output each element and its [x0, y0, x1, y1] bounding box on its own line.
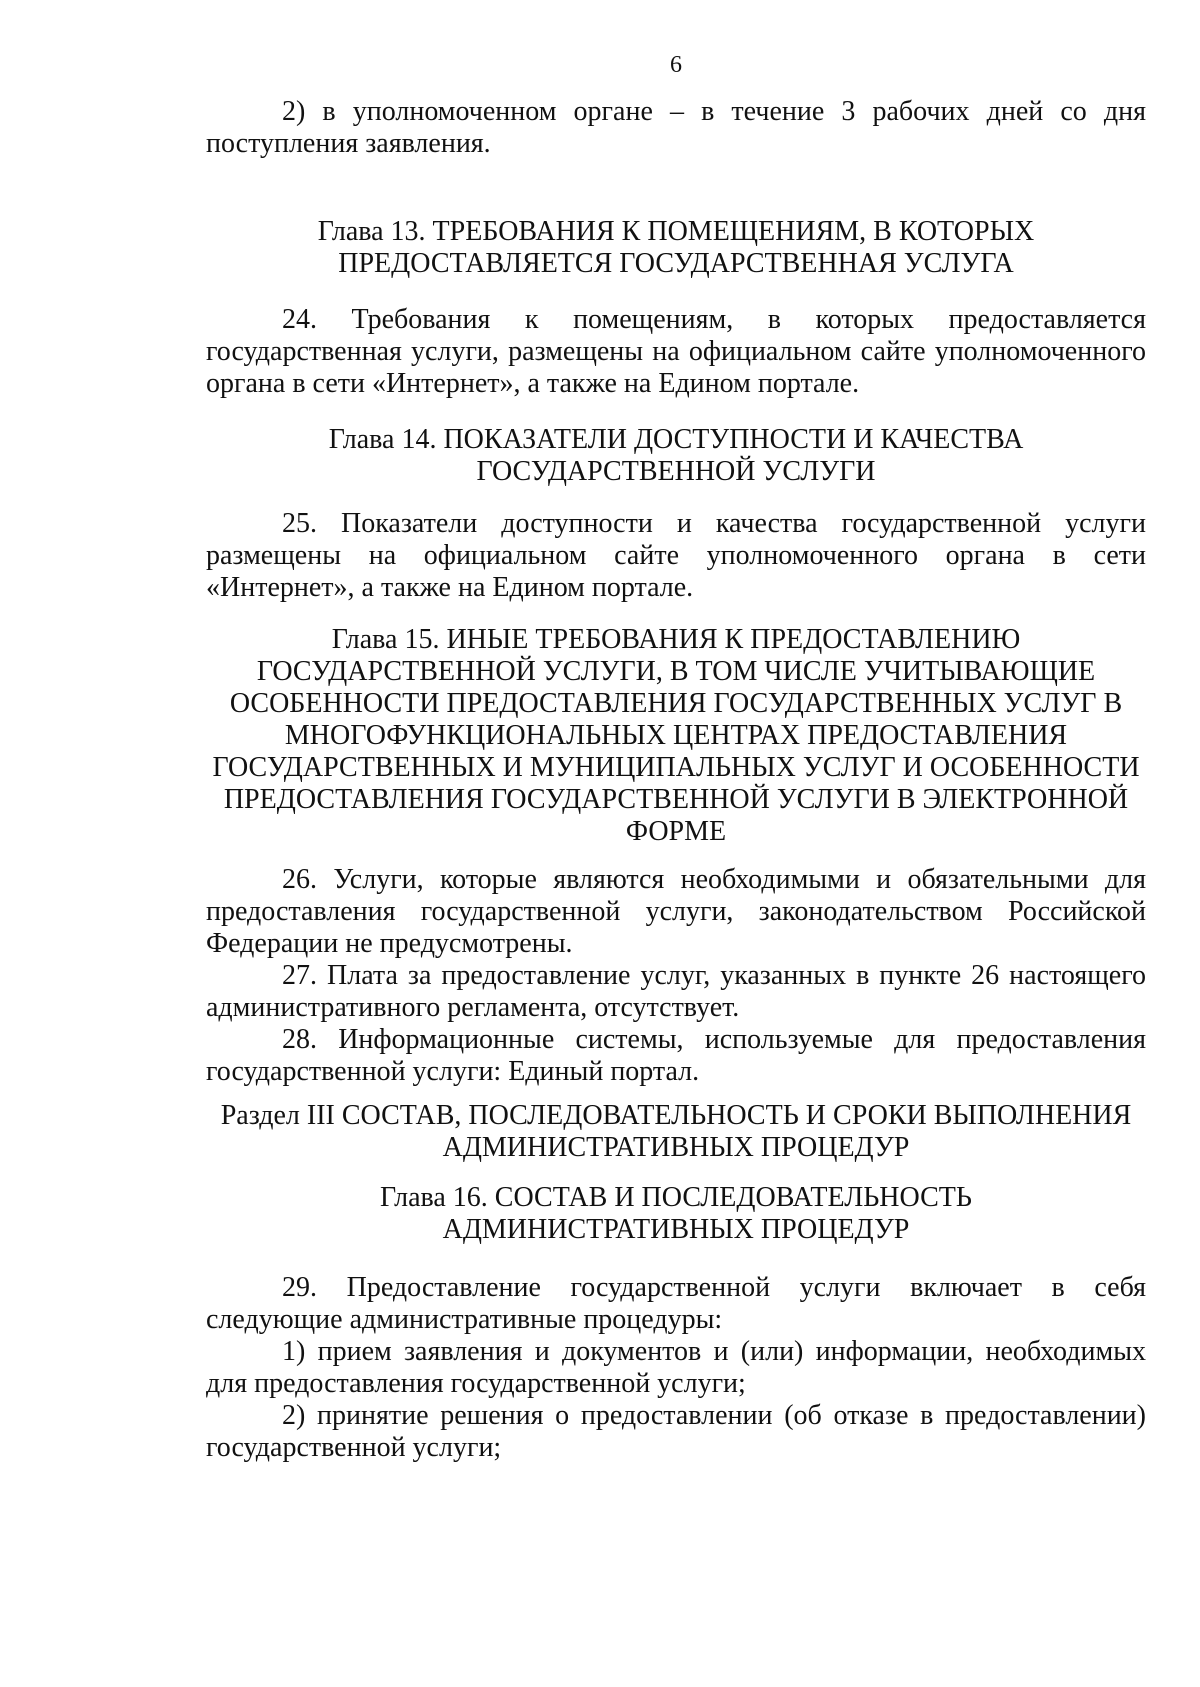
heading-section-3	[206, 1100, 1146, 1164]
heading-line: Глава 13. ТРЕБОВАНИЯ К ПОМЕЩЕНИЯМ, В КОТОРЫХ	[317, 216, 1035, 247]
page-number: 6	[670, 52, 682, 78]
heading-line: Раздел III СОСТАВ, ПОСЛЕДОВАТЕЛЬНОСТЬ И СРОКИ ВЫПОЛНЕНИЯ	[220, 1100, 1132, 1131]
paragraph-27: 27. Плата за предоставление услуг, указанных в пункте 26 настоящего административного регламента, отсутствует.	[206, 960, 1146, 1023]
heading-text	[206, 216, 1146, 280]
heading-chapter-16	[206, 1182, 1146, 1246]
heading-text	[206, 1100, 1146, 1164]
paragraph-29: 29. Предоставление государственной услуги включает в себя следующие административные процедуры:	[206, 1272, 1146, 1335]
heading-line: МНОГОФУНКЦИОНАЛЬНЫХ ЦЕНТРАХ ПРЕДОСТАВЛЕНИЯ	[284, 720, 1068, 751]
heading-line: ГОСУДАРСТВЕННЫХ И МУНИЦИПАЛЬНЫХ УСЛУГ И ОСОБЕННОСТИ	[212, 752, 1140, 783]
procedure-item-2: 2) принятие решения о предоставлении (об отказе в предоставлении) государственной услуги;	[206, 1400, 1146, 1463]
heading-line: АДМИНИСТРАТИВНЫХ ПРОЦЕДУР	[442, 1214, 910, 1245]
paragraph-25	[206, 508, 1146, 604]
paragraph-item-2-deadline	[206, 96, 1146, 160]
paragraph-29-procedures	[206, 1272, 1146, 1464]
document-page	[206, 0, 1146, 1687]
heading-text	[206, 424, 1146, 488]
heading-line: ФОРМЕ	[625, 816, 727, 847]
heading-text	[206, 1182, 1146, 1246]
heading-line: ГОСУДАРСТВЕННОЙ УСЛУГИ, В ТОМ ЧИСЛЕ УЧИТЫВАЮЩИЕ	[256, 656, 1096, 687]
paragraph-text: 2) в уполномоченном органе – в течение 3 рабочих дней со дня поступления заявления.	[206, 96, 1146, 159]
heading-chapter-13	[206, 216, 1146, 280]
paragraph-26: 26. Услуги, которые являются необходимыми и обязательными для предоставления государственной услуги, законодательством Российской Федерации не предусмотрены.	[206, 864, 1146, 959]
heading-line: ГОСУДАРСТВЕННОЙ УСЛУГИ	[476, 456, 876, 487]
heading-line: Глава 14. ПОКАЗАТЕЛИ ДОСТУПНОСТИ И КАЧЕСТВА	[328, 424, 1024, 455]
heading-line: Глава 16. СОСТАВ И ПОСЛЕДОВАТЕЛЬНОСТЬ	[380, 1182, 972, 1213]
paragraph-text: 24. Требования к помещениям, в которых предоставляется государственная услуги, размещены на официальном сайте уполномоченного органа в сети «Интернет», а также на Едином портале.	[206, 304, 1146, 399]
heading-line: ПРЕДОСТАВЛЯЕТСЯ ГОСУДАРСТВЕННАЯ УСЛУГА	[338, 248, 1014, 279]
heading-line: ПРЕДОСТАВЛЕНИЯ ГОСУДАРСТВЕННОЙ УСЛУГИ В ЭЛЕКТРОННОЙ	[223, 784, 1129, 815]
heading-chapter-14	[206, 424, 1146, 488]
heading-chapter-15	[206, 624, 1146, 848]
procedure-item-1: 1) прием заявления и документов и (или) информации, необходимых для предоставления государственной услуги;	[206, 1336, 1146, 1399]
paragraph-text: 25. Показатели доступности и качества государственной услуги размещены на официальном сайте уполномоченного органа в сети «Интернет», а также на Едином портале.	[206, 508, 1146, 603]
heading-line: АДМИНИСТРАТИВНЫХ ПРОЦЕДУР	[442, 1132, 910, 1163]
heading-text	[206, 624, 1146, 848]
paragraph-24	[206, 304, 1146, 400]
heading-line: ОСОБЕННОСТИ ПРЕДОСТАВЛЕНИЯ ГОСУДАРСТВЕННЫХ УСЛУГ В	[229, 688, 1123, 719]
paragraph-28: 28. Информационные системы, используемые для предоставления государственной услуги: Единый портал.	[206, 1024, 1146, 1087]
paragraphs-26-28	[206, 864, 1146, 1088]
heading-line: Глава 15. ИНЫЕ ТРЕБОВАНИЯ К ПРЕДОСТАВЛЕНИЮ	[331, 624, 1021, 655]
